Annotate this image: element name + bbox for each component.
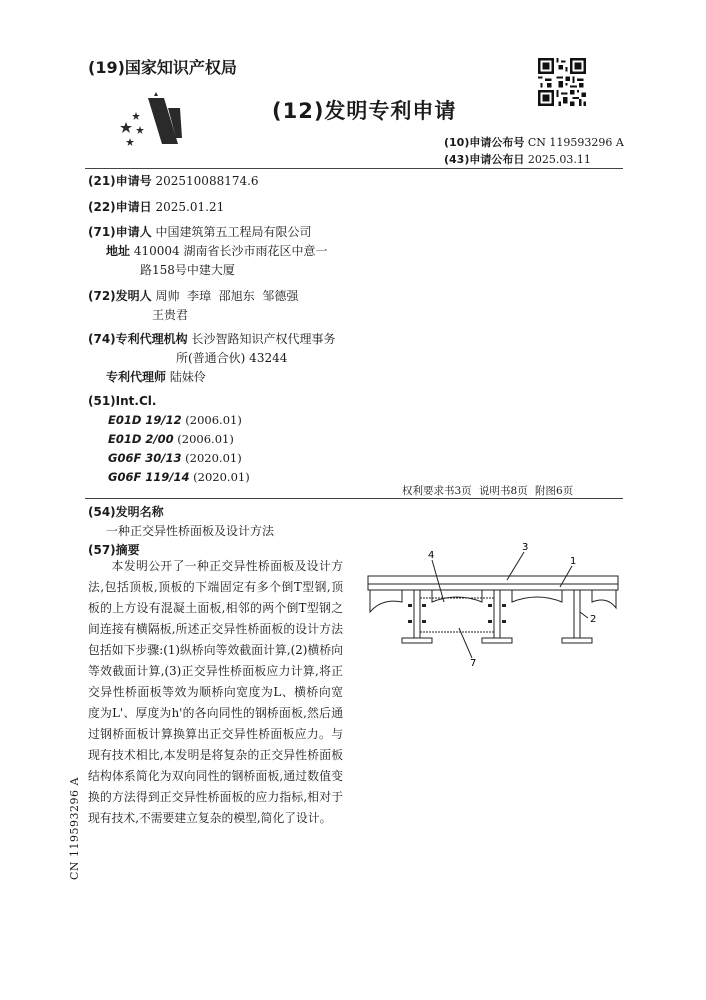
applicant-label: (71)申请人 — [88, 225, 152, 239]
invention-title-heading — [88, 503, 164, 522]
diaphragm-shape — [420, 598, 494, 632]
ipc-version: (2020.01) — [185, 451, 242, 465]
office-name: (19)国家知识产权局 — [88, 58, 237, 77]
page-counts: 权利要求书3页 说明书8页 附图6页 — [402, 485, 574, 497]
concrete-panel-shape — [368, 576, 618, 584]
address-field — [106, 242, 327, 261]
inventors-label: (72)发明人 — [88, 289, 152, 303]
agency-line-1: 长沙智路知识产权代理事务 — [191, 332, 336, 346]
ipc-entry — [108, 411, 242, 430]
ipc-code: G06F 119/14 — [108, 470, 190, 484]
top-plate-shape — [368, 584, 618, 590]
ipc-version: (2006.01) — [185, 413, 242, 427]
agency-label: (74)专利代理机构 — [88, 332, 188, 346]
address-line-2: 路158号中建大厦 — [140, 263, 235, 277]
invention-title-label: (54)发明名称 — [88, 505, 164, 519]
inventors-line-2: 王贵君 — [152, 308, 189, 322]
header-divider — [85, 168, 623, 169]
agent: 陆妹伶 — [169, 370, 206, 384]
bolt-shapes — [408, 604, 506, 623]
ipc-entry — [108, 430, 234, 449]
figure-label-3: 3 — [522, 542, 529, 553]
abstract-label: (57)摘要 — [88, 543, 140, 557]
biblio-divider — [85, 498, 623, 499]
applicant: 中国建筑第五工程局有限公司 — [155, 225, 312, 239]
figure-label-2: 2 — [590, 614, 597, 625]
qr-code-icon — [538, 58, 586, 106]
ipc-entry — [108, 468, 250, 487]
ipc-code: E01D 2/00 — [108, 432, 174, 446]
agency-field — [88, 330, 336, 349]
filing-date: 2025.01.21 — [155, 200, 225, 214]
ipc-version: (2006.01) — [177, 432, 234, 446]
application-number: 202510088174.6 — [155, 174, 259, 188]
applicant-field — [88, 223, 312, 242]
agent-field — [106, 368, 206, 387]
filing-date-label: (22)申请日 — [88, 200, 152, 214]
ipc-label: (51)Int.Cl. — [88, 394, 157, 408]
abstract-text: 本发明公开了一种正交异性桥面板及设计方法,包括顶板,顶板的下端固定有多个倒T型钢,顶板的上方设有混凝土面板,相邻的两个倒T型钢之间连接有横隔板,所述正交异性桥面板的设计方法包括如下步骤:(1)纵桥向等效截面计算,(2)横桥向等效截面计算,(3)正交异性桥面板应力计算,将正交异性桥面板等效为顺桥向宽度为L、横桥向宽度为L'、厚度为h'的各向同性的钢桥面板,然后通过钢桥面板计算换算出正交异性桥面板应力。与现有技术相比,本发明是将复杂的正交异性桥面板结构体系简化为双向同性的钢桥面板,通过数值变换的方法得到正交异性桥面板的应力指标,相对于现有技术,不需要建立复杂的模型,简化了设计。 — [88, 559, 343, 825]
publication-date: 2025.03.11 — [527, 153, 591, 166]
publication-number-line — [444, 134, 624, 150]
figure-label-4: 4 — [428, 550, 435, 561]
agent-label: 专利代理师 — [106, 370, 167, 384]
ipc-code: E01D 19/12 — [108, 413, 182, 427]
side-publication-number: CN 119593296 A — [68, 777, 81, 880]
publication-date-line — [444, 151, 591, 167]
filing-date-field — [88, 198, 224, 217]
document-type-title: (12)发明专利申请 — [272, 99, 457, 123]
ipc-version: (2020.01) — [193, 470, 250, 484]
publication-date-label: (43)申请公布日 — [444, 153, 525, 166]
ipc-code: G06F 30/13 — [108, 451, 182, 465]
inventors-field — [88, 287, 298, 306]
application-number-field — [88, 172, 259, 191]
invention-title: 一种正交异性桥面板及设计方法 — [106, 524, 275, 538]
ipc-heading — [88, 392, 156, 411]
application-number-label: (21)申请号 — [88, 174, 152, 188]
figure-label-7: 7 — [470, 658, 477, 669]
publication-number-label: (10)申请公布号 — [444, 136, 525, 149]
address-label: 地址 — [106, 244, 131, 258]
publication-number: CN 119593296 A — [527, 136, 624, 149]
address-line-1: 410004 湖南省长沙市雨花区中意一 — [133, 244, 328, 258]
cnipa-logo-icon — [118, 92, 188, 148]
figure-label-1: 1 — [570, 556, 577, 567]
agency-line-2: 所(普通合伙) 43244 — [176, 351, 288, 365]
bridge-deck-cross-section-figure — [362, 540, 622, 670]
inventors-line-1: 周帅 李璋 邵旭东 邹德强 — [155, 289, 299, 303]
ipc-entry — [108, 449, 242, 468]
